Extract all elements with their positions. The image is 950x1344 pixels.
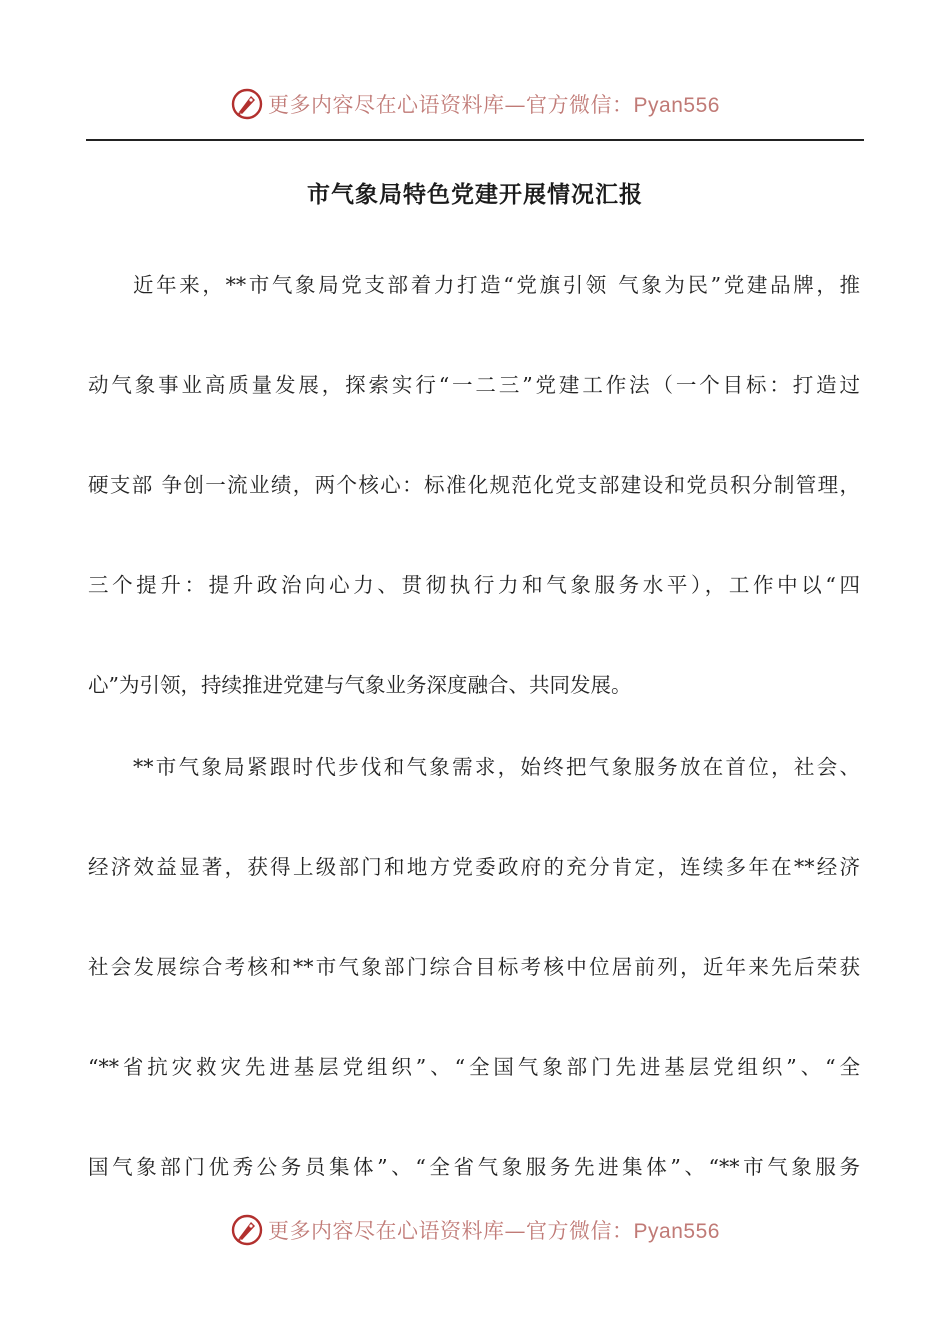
body-line: 动气象事业高质量发展，探索实行“一二三”党建工作法（一个目标：打造过 [88, 373, 860, 397]
body-line: 心”为引领，持续推进党建与气象业务深度融合、共同发展。 [88, 673, 632, 697]
footer-banner-text: 更多内容尽在心语资料库—官方微信：Pyan556 [268, 1219, 720, 1243]
document-title: 市气象局特色党建开展情况汇报 [307, 182, 643, 208]
pen-nib-logo-icon [230, 1213, 264, 1247]
footer-wechat-id: Pyan556 [633, 1220, 720, 1243]
body-line: **市气象局紧跟时代步伐和气象需求，始终把气象服务放在首位，社会、 [133, 755, 860, 779]
header-banner-text: 更多内容尽在心语资料库—官方微信：Pyan556 [268, 93, 720, 117]
body-line: 经济效益显著，获得上级部门和地方党委政府的充分肯定，连续多年在**经济 [88, 855, 860, 879]
header-divider [86, 139, 864, 141]
body-line: 三个提升：提升政治向心力、贯彻执行力和气象服务水平），工作中以“四 [88, 573, 860, 597]
header-wechat-id: Pyan556 [633, 94, 720, 117]
header-banner [0, 84, 950, 124]
pen-nib-logo-icon [230, 87, 264, 121]
footer-banner [0, 1210, 950, 1250]
body-line: 国气象部门优秀公务员集体”、“全省气象服务先进集体”、“**市气象服务 [88, 1155, 860, 1179]
body-line: 硬支部 争创一流业绩，两个核心：标准化规范化党支部建设和党员积分制管理， [88, 473, 860, 497]
body-line: “**省抗灾救灾先进基层党组织”、“全国气象部门先进基层党组织”、“全 [88, 1055, 860, 1079]
body-line: 社会发展综合考核和**市气象部门综合目标考核中位居前列，近年来先后荣获 [88, 955, 860, 979]
body-line: 近年来，**市气象局党支部着力打造“党旗引领 气象为民”党建品牌，推 [133, 273, 860, 297]
